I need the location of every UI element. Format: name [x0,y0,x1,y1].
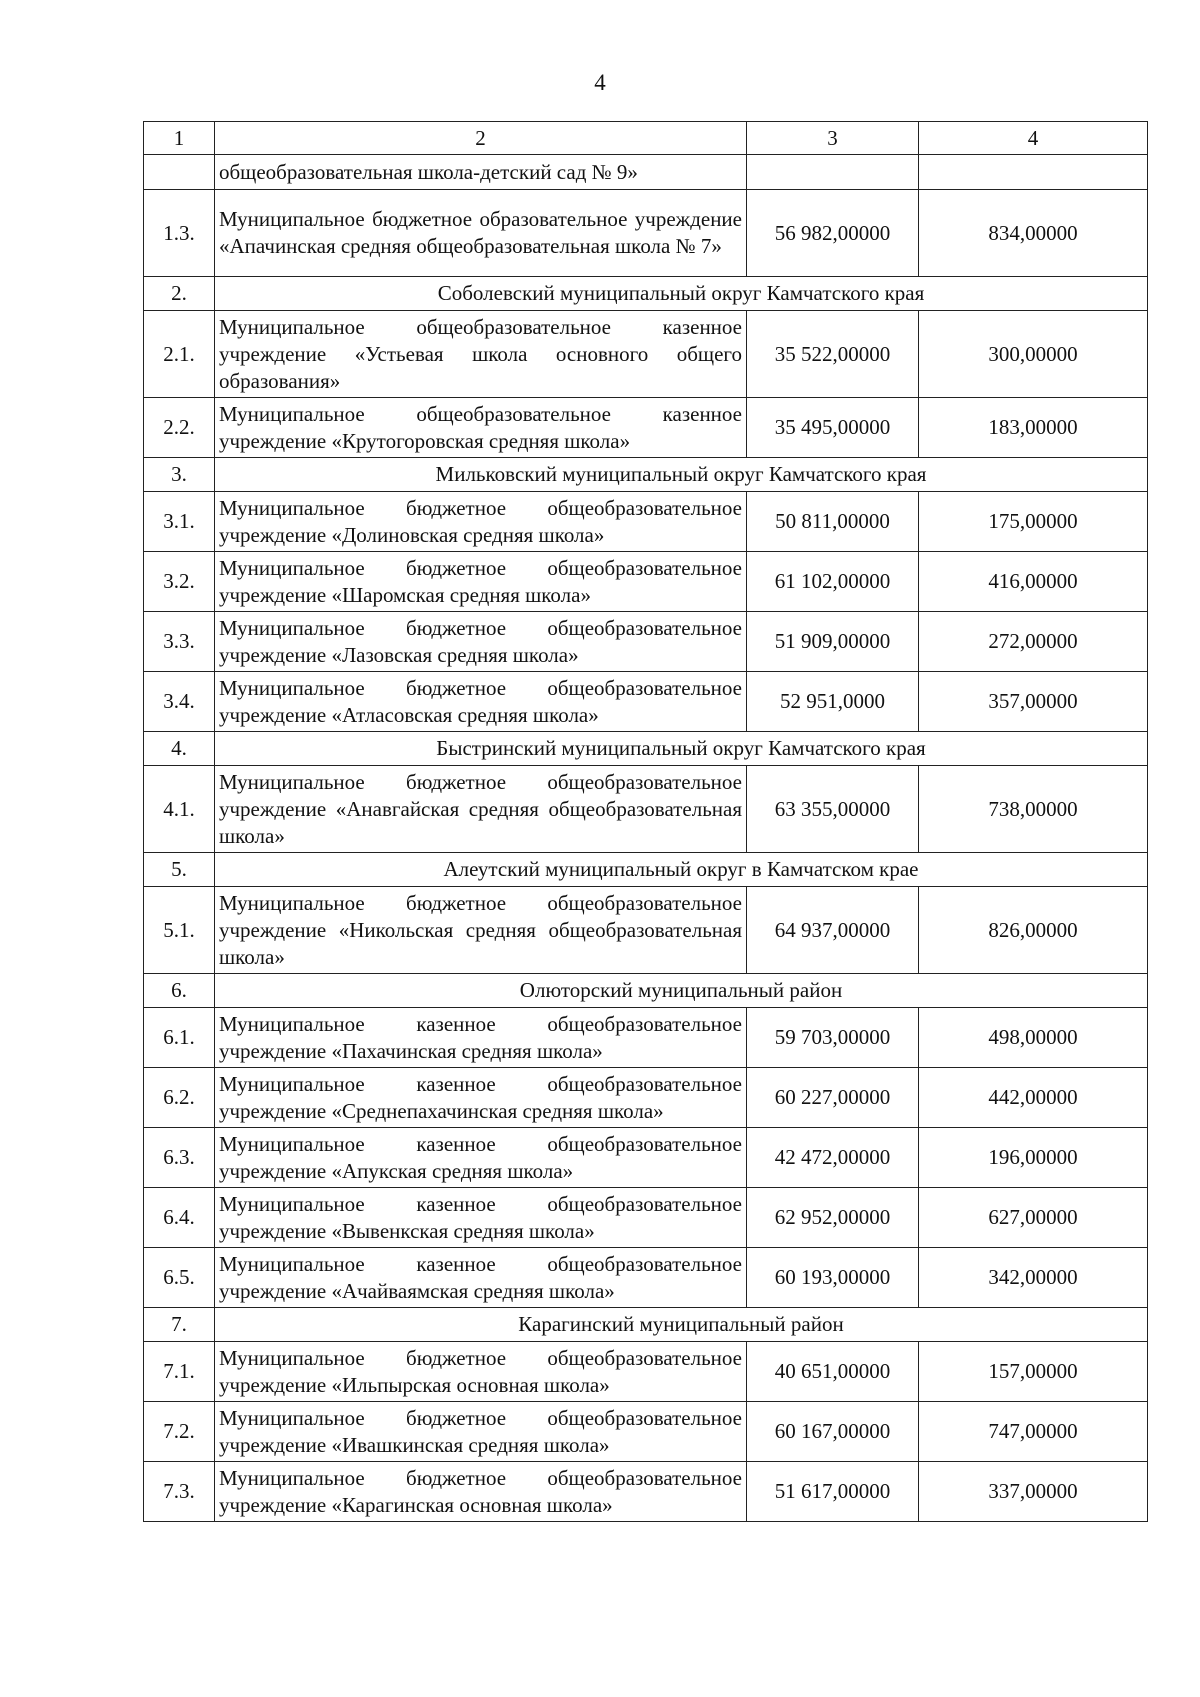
institution-name: Муниципальное бюджетное образовательное учреждение «Апачинская средняя общеобразовательная школа № 7» [215,190,747,277]
amount-col4: 442,00000 [919,1068,1148,1128]
table-row [144,612,1148,672]
row-number: 6.4. [144,1188,215,1248]
table-row [144,1248,1148,1308]
section-row [144,458,1148,492]
section-number: 4. [144,732,215,766]
institution-name: Муниципальное казенное общеобразовательное учреждение «Апукская средняя школа» [215,1128,747,1188]
table-row [144,1128,1148,1188]
section-row [144,974,1148,1008]
row-number: 7.1. [144,1342,215,1402]
table-row [144,1342,1148,1402]
institution-name: Муниципальное бюджетное общеобразовательное учреждение «Ивашкинская средняя школа» [215,1402,747,1462]
amount-col3: 60 193,00000 [747,1248,919,1308]
row-number: 7.3. [144,1462,215,1522]
amount-col3: 40 651,00000 [747,1342,919,1402]
amount-col4: 747,00000 [919,1402,1148,1462]
institution-name: Муниципальное бюджетное общеобразовательное учреждение «Никольская средняя общеобразовательная школа» [215,887,747,974]
row-number: 2.1. [144,311,215,398]
table-row [144,672,1148,732]
amount-col3: 50 811,00000 [747,492,919,552]
section-number: 3. [144,458,215,492]
table-row [144,1188,1148,1248]
institution-name: Муниципальное казенное общеобразовательное учреждение «Пахачинская средняя школа» [215,1008,747,1068]
amount-col4: 416,00000 [919,552,1148,612]
row-number: 4.1. [144,766,215,853]
amount-col4: 175,00000 [919,492,1148,552]
table-row [144,398,1148,458]
section-title: Соболевский муниципальный округ Камчатского края [215,277,1148,311]
table-row [144,155,1148,190]
table-row [144,190,1148,277]
amount-col4: 183,00000 [919,398,1148,458]
table-row [144,1068,1148,1128]
row-number: 3.3. [144,612,215,672]
amount-col4: 342,00000 [919,1248,1148,1308]
column-header-1: 1 [144,122,215,155]
section-number: 5. [144,853,215,887]
column-header-3: 3 [747,122,919,155]
institution-name: Муниципальное казенное общеобразовательное учреждение «Вывенкская средняя школа» [215,1188,747,1248]
table-row [144,1462,1148,1522]
row-number: 2.2. [144,398,215,458]
table-row [144,492,1148,552]
row-number [144,155,215,190]
amount-col3: 64 937,00000 [747,887,919,974]
institution-name: Муниципальное бюджетное общеобразовательное учреждение «Карагинская основная школа» [215,1462,747,1522]
column-header-2: 2 [215,122,747,155]
amount-col4: 300,00000 [919,311,1148,398]
section-row [144,1308,1148,1342]
row-number: 6.2. [144,1068,215,1128]
amount-col3: 52 951,0000 [747,672,919,732]
column-header-4: 4 [919,122,1148,155]
table-row [144,552,1148,612]
row-number: 3.4. [144,672,215,732]
row-number: 1.3. [144,190,215,277]
amount-col3: 60 227,00000 [747,1068,919,1128]
institution-name: Муниципальное бюджетное общеобразовательное учреждение «Ильпырская основная школа» [215,1342,747,1402]
row-number: 6.5. [144,1248,215,1308]
institution-name: Муниципальное казенное общеобразовательное учреждение «Среднепахачинская средняя школа» [215,1068,747,1128]
row-number: 3.1. [144,492,215,552]
amount-col4: 498,00000 [919,1008,1148,1068]
amount-col4: 337,00000 [919,1462,1148,1522]
table-row [144,311,1148,398]
amount-col3: 35 495,00000 [747,398,919,458]
column-number-row [144,122,1148,155]
amount-col3 [747,155,919,190]
section-title: Быстринский муниципальный округ Камчатского края [215,732,1148,766]
amount-col3: 60 167,00000 [747,1402,919,1462]
section-row [144,853,1148,887]
amount-col4: 826,00000 [919,887,1148,974]
institution-name: Муниципальное общеобразовательное казенное учреждение «Устьевая школа основного общего образования» [215,311,747,398]
row-number: 3.2. [144,552,215,612]
section-title: Мильковский муниципальный округ Камчатского края [215,458,1148,492]
amount-col4: 357,00000 [919,672,1148,732]
amount-col3: 62 952,00000 [747,1188,919,1248]
amount-col3: 56 982,00000 [747,190,919,277]
allocation-table [143,121,1148,1522]
institution-name: Муниципальное бюджетное общеобразовательное учреждение «Анавгайская средняя общеобразовательная школа» [215,766,747,853]
amount-col3: 51 909,00000 [747,612,919,672]
amount-col3: 51 617,00000 [747,1462,919,1522]
institution-name: общеобразовательная школа-детский сад № 9» [215,155,747,190]
institution-name: Муниципальное бюджетное общеобразовательное учреждение «Лазовская средняя школа» [215,612,747,672]
table-row [144,1402,1148,1462]
amount-col4: 738,00000 [919,766,1148,853]
section-title: Алеутский муниципальный округ в Камчатском крае [215,853,1148,887]
amount-col3: 35 522,00000 [747,311,919,398]
amount-col4: 157,00000 [919,1342,1148,1402]
institution-name: Муниципальное казенное общеобразовательное учреждение «Ачайваямская средняя школа» [215,1248,747,1308]
table-row [144,766,1148,853]
institution-name: Муниципальное общеобразовательное казенное учреждение «Крутогоровская средняя школа» [215,398,747,458]
page-number: 4 [594,70,606,95]
row-number: 5.1. [144,887,215,974]
section-number: 2. [144,277,215,311]
section-title: Карагинский муниципальный район [215,1308,1148,1342]
table-row [144,887,1148,974]
institution-name: Муниципальное бюджетное общеобразовательное учреждение «Долиновская средняя школа» [215,492,747,552]
institution-name: Муниципальное бюджетное общеобразовательное учреждение «Шаромская средняя школа» [215,552,747,612]
institution-name: Муниципальное бюджетное общеобразовательное учреждение «Атласовская средняя школа» [215,672,747,732]
amount-col4: 834,00000 [919,190,1148,277]
amount-col4 [919,155,1148,190]
section-number: 7. [144,1308,215,1342]
amount-col4: 627,00000 [919,1188,1148,1248]
section-title: Олюторский муниципальный район [215,974,1148,1008]
row-number: 6.1. [144,1008,215,1068]
row-number: 6.3. [144,1128,215,1188]
amount-col3: 59 703,00000 [747,1008,919,1068]
section-number: 6. [144,974,215,1008]
table-row [144,1008,1148,1068]
amount-col4: 196,00000 [919,1128,1148,1188]
amount-col3: 42 472,00000 [747,1128,919,1188]
row-number: 7.2. [144,1402,215,1462]
section-row [144,277,1148,311]
table-body [144,122,1148,1522]
amount-col3: 63 355,00000 [747,766,919,853]
section-row [144,732,1148,766]
amount-col4: 272,00000 [919,612,1148,672]
amount-col3: 61 102,00000 [747,552,919,612]
